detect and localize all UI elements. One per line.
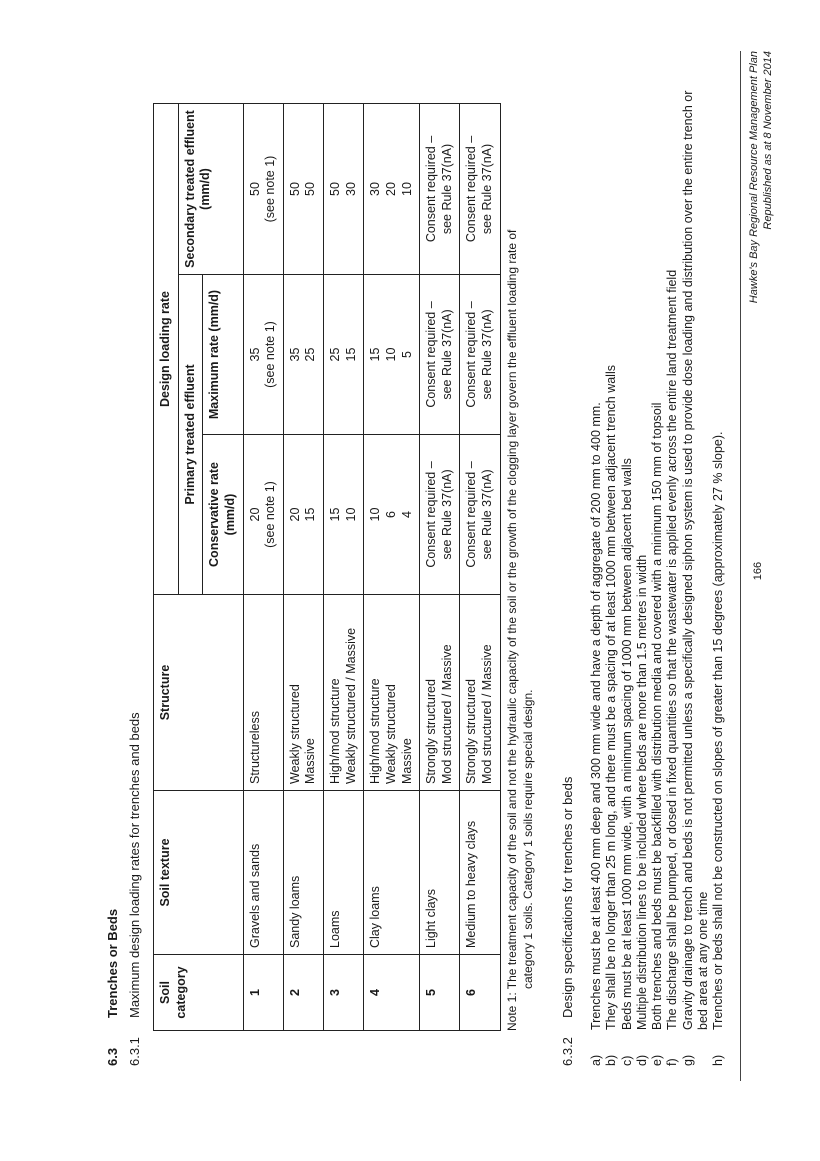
secondary-rate-cell: 30 20 10 (364, 104, 420, 275)
secondary-rate-cell: Consent required – see Rule 37(nA) (460, 104, 500, 275)
list-letter: g) (680, 1054, 695, 1066)
soil-texture-cell: Clay loams (364, 791, 420, 955)
list-text: bed area at any one time (695, 891, 710, 1030)
maximum-rate-cell: 35 (see note 1) (243, 275, 283, 435)
design-spec-list (589, 66, 726, 1066)
secondary-rate-cell: Consent required – see Rule 37(nA) (420, 104, 460, 275)
list-item (635, 66, 650, 1066)
conservative-rate-cell: 20 15 (283, 435, 323, 595)
list-letter: f) (665, 1058, 680, 1066)
subsection-title: Maximum design loading rates for trenches and beds (127, 712, 142, 1018)
conservative-rate-cell: Consent required – see Rule 37(nA) (420, 435, 460, 595)
list-item (665, 66, 680, 1066)
conservative-rate-cell: 15 10 (324, 435, 364, 595)
page-number: 166 (752, 561, 764, 581)
structure-cell: Weakly structured Massive (283, 595, 323, 791)
secondary-rate-cell: 50 50 (283, 104, 323, 275)
section-heading (105, 909, 120, 1066)
table-row (420, 104, 460, 1031)
secondary-rate-cell: 50 30 (324, 104, 364, 275)
soil-texture-cell: Medium to heavy clays (460, 791, 500, 955)
list-letter: b) (604, 1054, 619, 1066)
list-text: Both trenches and beds must be backfilled with distribution media and covered with a minimum 150 mm of topsoil (650, 402, 664, 1030)
list-item (681, 66, 696, 1066)
list-text: Multiple distribution lines to be included where beds are more than 1.5 metres in width (634, 554, 649, 1030)
subsection-number: 6.3.2 (560, 1037, 575, 1066)
list-text: Trenches must be at least 400 mm deep and 300 mm wide and have a depth of aggregate of 200 mm to 400 mm. (589, 402, 603, 1030)
list-letter: a) (589, 1054, 603, 1066)
list-item (711, 66, 726, 1066)
soil-texture-cell: Sandy loams (283, 791, 323, 955)
list-item (650, 66, 665, 1066)
header-soil-category: Soil category (154, 955, 244, 1031)
structure-cell: High/mod structure Weakly structured Massive (364, 595, 420, 791)
table-row (283, 104, 323, 1031)
table-note (505, 101, 536, 1031)
table-row (324, 104, 364, 1031)
table-row (243, 104, 283, 1031)
header-design-loading-rate: Design loading rate (154, 104, 179, 595)
list-text: The discharge shall be pumped, or dosed in fixed quantities so that the wastewater is applied evenly across the entire land treatment field (665, 269, 680, 1030)
soil-texture-cell: Gravels and sands (243, 791, 283, 955)
soil-category-cell: 4 (364, 955, 420, 1031)
maximum-rate-cell: 35 25 (283, 275, 323, 435)
soil-category-cell: 6 (460, 955, 500, 1031)
footer-plan-title: Hawke's Bay Regional Resource Management Plan (748, 51, 760, 304)
conservative-rate-cell: 10 6 4 (364, 435, 420, 595)
subsection-number: 6.3.1 (127, 1037, 142, 1066)
list-item (604, 66, 619, 1066)
list-text: Beds must be at least 1000 mm wide, with a minimum spacing of 1000 mm between adjacent bed walls (619, 458, 634, 1030)
list-letter: h) (711, 1054, 725, 1066)
soil-category-cell: 5 (420, 955, 460, 1031)
subsection-title: Design specifications for trenches or beds (560, 776, 575, 1018)
maximum-rate-cell: Consent required – see Rule 37(nA) (420, 275, 460, 435)
header-primary-treated: Primary treated effluent (178, 275, 203, 595)
soil-texture-cell: Light clays (420, 791, 460, 955)
footer-divider (740, 51, 741, 1081)
list-item (696, 66, 711, 1066)
list-text: They shall be no longer than 25 m long, and there must be a spacing of at least 1000 mm between adjacent trench walls (604, 365, 619, 1030)
list-letter: d) (634, 1054, 649, 1066)
header-maximum-rate: Maximum rate (mm/d) (203, 275, 243, 435)
table-row (460, 104, 500, 1031)
structure-cell: Strongly structured Mod structured / Massive (420, 595, 460, 791)
list-text: Trenches or beds shall not be constructed on slopes of greater than 15 degrees (approximately 27 % slope). (711, 431, 725, 1030)
footer-text (748, 51, 776, 551)
header-structure: Structure (154, 595, 244, 791)
structure-cell: Structureless (243, 595, 283, 791)
list-text: Gravity drainage to trench and beds is not permitted unless a specifically designed siphon system is used to provide dose loading and distribution over the entire trench or (680, 90, 695, 1030)
secondary-rate-cell: 50 (see note 1) (243, 104, 283, 275)
soil-texture-cell: Loams (324, 791, 364, 955)
table-row (364, 104, 420, 1031)
section-title: Trenches or Beds (105, 908, 120, 1018)
footer-republished: Republished as at 8 November 2014 (761, 51, 774, 230)
maximum-rate-cell: 15 10 5 (364, 275, 420, 435)
note-line-1: Note 1: The treatment capacity of the soil and not the hydraulic capacity of the soil or the growth of the clogging layer govern the effluent loading rate of (505, 229, 519, 1031)
subsection-heading-6-3-1 (127, 712, 142, 1066)
loading-rates-table (153, 103, 501, 1031)
list-letter: c) (619, 1055, 634, 1066)
list-letter (696, 1030, 711, 1066)
maximum-rate-cell: Consent required – see Rule 37(nA) (460, 275, 500, 435)
list-item (620, 66, 635, 1066)
header-soil-texture: Soil texture (154, 791, 244, 955)
structure-cell: Strongly structured Mod structured / Massive (460, 595, 500, 791)
maximum-rate-cell: 25 15 (324, 275, 364, 435)
section-number: 6.3 (105, 1047, 120, 1066)
header-conservative-rate: Conservative rate (mm/d) (203, 435, 243, 595)
conservative-rate-cell: 20 (see note 1) (243, 435, 283, 595)
soil-category-cell: 2 (283, 955, 323, 1031)
list-letter: e) (650, 1054, 664, 1066)
subsection-heading-6-3-2 (560, 777, 575, 1066)
structure-cell: High/mod structure Weakly structured / Massive (324, 595, 364, 791)
list-item (589, 66, 604, 1066)
conservative-rate-cell: Consent required – see Rule 37(nA) (460, 435, 500, 595)
note-line-2: category 1 soils. Category 1 soils require special design. (520, 689, 535, 989)
soil-category-cell: 1 (243, 955, 283, 1031)
soil-category-cell: 3 (324, 955, 364, 1031)
header-secondary-treated: Secondary treated effluent (mm/d) (178, 104, 243, 275)
